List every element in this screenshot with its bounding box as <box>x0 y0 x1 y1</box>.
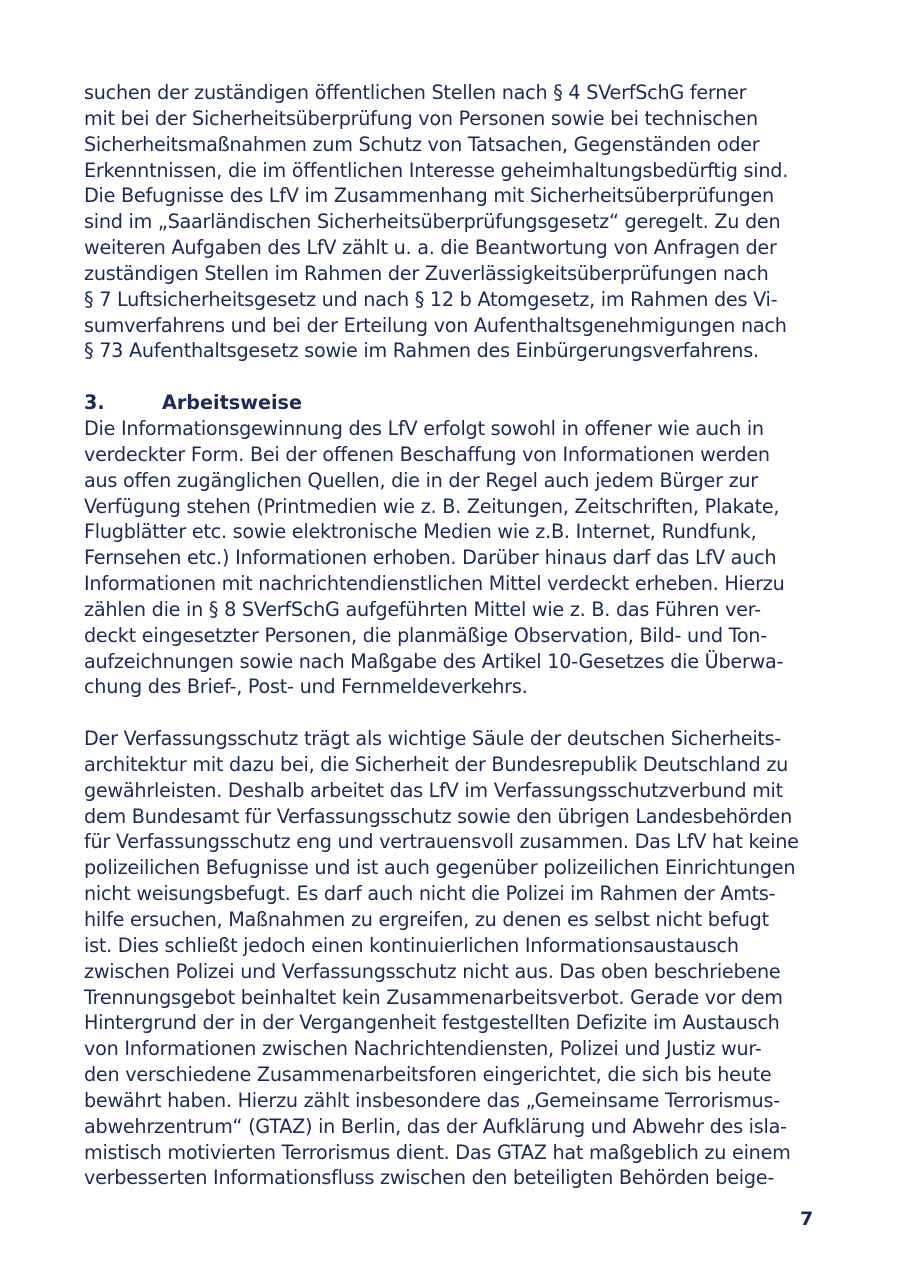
text-line: ist. Dies schließt jedoch einen kontinuierlichen Informationsaustausch <box>84 933 739 957</box>
text-line: den verschiedene Zusammenarbeitsforen eingerichtet, die sich bis heute <box>84 1063 772 1087</box>
text-line: Der Verfassungsschutz trägt als wichtige Säule der deutschen Sicherheits- <box>84 727 782 751</box>
text-line: Die Befugnisse des LfV im Zusammenhang mit Sicherheitsüberprüfungen <box>84 184 774 208</box>
text-line: zuständigen Stellen im Rahmen der Zuverlässigkeitsüberprüfungen nach <box>84 261 769 285</box>
paragraph-sicherheitsueberpruefung <box>84 80 824 364</box>
paragraph-zusammenarbeit <box>84 726 824 1191</box>
text-line: nicht weisungsbefugt. Es darf auch nicht die Polizei im Rahmen der Amts- <box>84 882 776 906</box>
text-line: Fernsehen etc.) Informationen erhoben. Darüber hinaus darf das LfV auch <box>84 546 777 570</box>
text-line: weiteren Aufgaben des LfV zählt u. a. die Beantwortung von Anfragen der <box>84 236 777 260</box>
text-line: suchen der zuständigen öffentlichen Stellen nach § 4 SVerfSchG ferner <box>84 81 747 104</box>
paragraph-spacer <box>84 364 824 390</box>
paragraph-informationsgewinnung <box>84 416 824 700</box>
text-line: dem Bundesamt für Verfassungsschutz sowie den übrigen Landesbehörden <box>84 804 792 828</box>
section-title: Arbeitsweise <box>162 391 302 415</box>
text-line: deckt eingesetzter Personen, die planmäßige Observation, Bild- und Ton- <box>84 623 767 647</box>
section-number: 3. <box>84 391 105 415</box>
text-line: polizeilichen Befugnisse und ist auch gegenüber polizeilichen Einrichtungen <box>84 856 796 880</box>
text-line: verdeckter Form. Bei der offenen Beschaffung von Informationen werden <box>84 442 770 466</box>
text-line: sumverfahrens und bei der Erteilung von Aufenthaltsgenehmigungen nach <box>84 313 787 337</box>
text-line: § 73 Aufenthaltsgesetz sowie im Rahmen des Einbürgerungsverfahrens. <box>84 339 759 363</box>
text-line: Sicherheitsmaßnahmen zum Schutz von Tatsachen, Gegenständen oder <box>84 132 760 156</box>
text-line: chung des Brief-, Post- und Fernmeldeverkehrs. <box>84 675 528 699</box>
text-line: Trennungsgebot beinhaltet kein Zusammenarbeitsverbot. Gerade vor dem <box>84 985 783 1009</box>
document-body <box>84 80 824 1191</box>
text-line: verbesserten Informationsfluss zwischen den beteiligten Behörden beige- <box>84 1166 775 1190</box>
text-line: aufzeichnungen sowie nach Maßgabe des Artikel 10-Gesetzes die Überwa- <box>84 649 784 673</box>
text-line: gewährleisten. Deshalb arbeitet das LfV im Verfassungsschutzverbund mit <box>84 778 783 802</box>
text-line: von Informationen zwischen Nachrichtendiensten, Polizei und Justiz wur- <box>84 1037 762 1061</box>
text-line: Die Informationsgewinnung des LfV erfolgt sowohl in offener wie auch in <box>84 416 764 440</box>
text-line: sind im „Saarländischen Sicherheitsüberprüfungsgesetz“ geregelt. Zu den <box>84 210 781 234</box>
text-line: architektur mit dazu bei, die Sicherheit der Bundesrepublik Deutschland zu <box>84 752 789 776</box>
text-line: zählen die in § 8 SVerfSchG aufgeführten Mittel wie z. B. das Führen ver- <box>84 597 761 621</box>
paragraph-spacer <box>84 700 824 726</box>
text-line: für Verfassungsschutz eng und vertrauensvoll zusammen. Das LfV hat keine <box>84 830 799 854</box>
text-line: mistisch motivierten Terrorismus dient. Das GTAZ hat maßgeblich zu einem <box>84 1140 791 1164</box>
section-heading <box>84 390 824 416</box>
text-line: Verfügung stehen (Printmedien wie z. B. Zeitungen, Zeitschriften, Plakate, <box>84 494 780 518</box>
text-line: aus offen zugänglichen Quellen, die in der Regel auch jedem Bürger zur <box>84 468 758 492</box>
text-line: bewährt haben. Hierzu zählt insbesondere das „Gemeinsame Terrorismus- <box>84 1088 780 1112</box>
text-line: Informationen mit nachrichtendienstlichen Mittel verdeckt erheben. Hierzu <box>84 572 785 596</box>
text-line: mit bei der Sicherheitsüberprüfung von Personen sowie bei technischen <box>84 106 758 130</box>
page-number: 7 <box>800 1208 814 1230</box>
text-line: Hintergrund der in der Vergangenheit festgestellten Defizite im Austausch <box>84 1011 780 1035</box>
text-line: Erkenntnissen, die im öffentlichen Interesse geheimhaltungsbedürftig sind. <box>84 158 789 182</box>
text-line: § 7 Luftsicherheitsgesetz und nach § 12 b Atomgesetz, im Rahmen des Vi- <box>84 287 778 311</box>
text-line: zwischen Polizei und Verfassungsschutz nicht aus. Das oben beschriebene <box>84 959 781 983</box>
text-line: Flugblätter etc. sowie elektronische Medien wie z.B. Internet, Rundfunk, <box>84 520 757 544</box>
text-line: abwehrzentrum“ (GTAZ) in Berlin, das der Aufklärung und Abwehr des isla- <box>84 1114 787 1138</box>
text-line: hilfe ersuchen, Maßnahmen zu ergreifen, zu denen es selbst nicht befugt <box>84 908 769 931</box>
